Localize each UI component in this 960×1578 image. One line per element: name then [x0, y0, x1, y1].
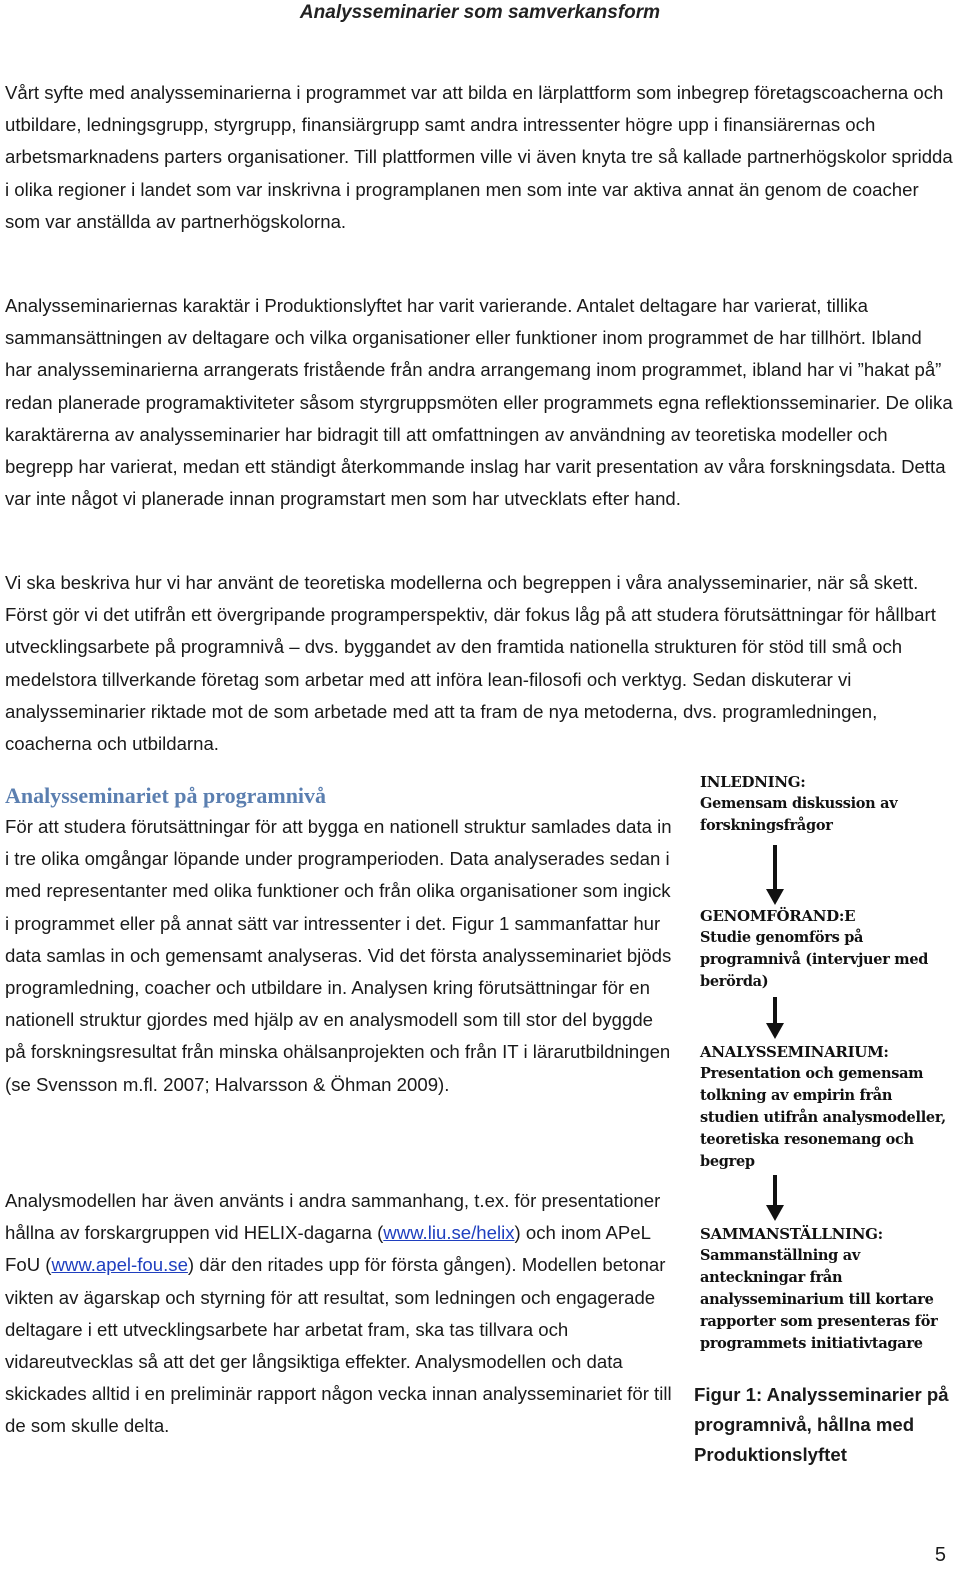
- paragraph-description: Vi ska beskriva hur vi har använt de teoretiska modellerna och begreppen i våra analysseminarier, när så skett. Först gör vi det utifrån ett övergripande programperspektiv, där fokus låg på att studera förutsättningar för hållbart utvecklingsarbete på programnivå – dvs. byggandet av den framtida nationella strukturen för stöd till små och medelstora tillverkande företag som arbetar med att införa lean-filosofi och verktyg. Sedan diskuterar vi analysseminarier riktade mot de som arbetade med att ta fram de nya metoderna, dvs. programledningen, coacherna och utbildarna.: [5, 572, 936, 755]
- figure-step-title: INLEDNING:: [700, 773, 806, 791]
- text-segment: ) där den ritades upp för första gången). Modellen betonar vikten av ägarskap och styrning för att resultat, som ledningen och engagerade deltagare i ett utvecklingsarbete har arbetat fram, ska tas tillvara och vidareutvecklas så att det ger långsiktiga effekter. Analysmodellen och data skickades alltid i en preliminär rapport någon vecka innan analysseminariet för till de som skulle delta.: [5, 1254, 672, 1437]
- paragraph-program-level: För att studera förutsättningar för att bygga en nationell struktur samlades data in i tre olika omgångar löpande under programperioden. Data analyserades sedan i med representanter med olika funktioner och från olika organisationer som ingick i programmet eller på annat sätt var intressenter i det. Figur 1 sammanfattar hur data samlas in och gemensamt analyseras. Vid det första analysseminariet bjöds programledning, coacher och utbildare in. Analysen kring förutsättningar för en nationell struktur gjordes med hjälp av en analysmodell som till stor del byggde på forskningsresultat från minska ohälsanprojekten och från IT i lärarutbildningen (se Svensson m.fl. 2007; Halvarsson & Öhman 2009).: [5, 816, 672, 1095]
- running-header: Analysseminarier som samverkansform: [299, 2, 661, 23]
- process-figure: [690, 765, 952, 1365]
- figure-step-body: Studie genomförs på programnivå (intervjuer med berörda): [700, 929, 929, 990]
- figure-step-genomforande: [700, 905, 952, 993]
- page-number: 5: [934, 1544, 946, 1566]
- figure-caption: Figur 1: Analysseminarier på programnivå, hållna med Produktionslyftet: [694, 1384, 949, 1465]
- paragraph-character: Analysseminariernas karaktär i Produktionslyftet har varit varierande. Antalet deltagare har varierat, tillika sammansättningen av deltagare och vilka organisationer eller funktioner inom programmet de har tillhört. Ibland har analysseminarierna arrangerats fristående från andra arrangemang inom programmet, ibland har vi ”hakat på” redan planerade programaktiviteter såsom styrgruppsmöten eller programmets egna reflektionsseminarier. De olika karaktärerna av analysseminarier har bidragit till att omfattningen av användning av teoretiska modeller och begrepp har varierat, medan ett ständigt återkommande inslag har varit presentation av våra forskningsdata. Detta var inte något vi planerade innan programstart men som har utvecklats efter hand.: [5, 295, 953, 510]
- section-heading: Analysseminariet på programnivå: [5, 783, 327, 808]
- figure-step-title: GENOMFÖRAND:E: [700, 907, 856, 925]
- figure-step-inledning: [700, 771, 952, 837]
- figure-step-sammanstallning: [700, 1223, 952, 1355]
- figure-step-title: ANALYSSEMINARIUM:: [700, 1043, 889, 1061]
- text-segment: ) och inom APeL FoU (: [5, 1222, 651, 1276]
- figure-step-body: Presentation och gemensam tolkning av empirin från studien utifrån analysmodeller, teoretiska resonemang och begrep: [700, 1065, 946, 1170]
- arrow-down-icon: [766, 845, 784, 905]
- arrow-down-icon: [766, 997, 784, 1039]
- text-segment: Analysmodellen har även använts i andra sammanhang, t.ex. för presentationer hållna av forskargruppen vid HELIX-dagarna (: [5, 1190, 661, 1244]
- figure-step-body: Gemensam diskussion av forskningsfrågor: [700, 795, 898, 834]
- helix-link[interactable]: www.liu.se/helix: [383, 1222, 515, 1244]
- figure-step-title: SAMMANSTÄLLNING:: [700, 1225, 883, 1243]
- paragraph-purpose: Vårt syfte med analysseminarierna i programmet var att bilda en lärplattform som inbegrep företagscoacherna och utbildare, ledningsgrupp, styrgrupp, finansiärgrupp samt andra intressenter högre upp i finansiärernas och arbetsmarknadens parters organisationer. Till plattformen ville vi även knyta tre så kallade partnerhögskolor spridda i olika regioner i landet som var inskrivna i programplanen men som inte var aktiva annat än genom de coacher som var anställda av partnerhögskolorna.: [5, 82, 953, 232]
- paragraph-analysis-model: [5, 1185, 677, 1443]
- figure-step-body: Sammanställning av anteckningar från analysseminarium till kortare rapporter som presenteras för programmets initiativtagare: [700, 1247, 938, 1352]
- arrow-down-icon: [766, 1175, 784, 1221]
- apel-link[interactable]: www.apel-fou.se: [51, 1254, 188, 1276]
- figure-step-analysseminarium: [700, 1041, 952, 1173]
